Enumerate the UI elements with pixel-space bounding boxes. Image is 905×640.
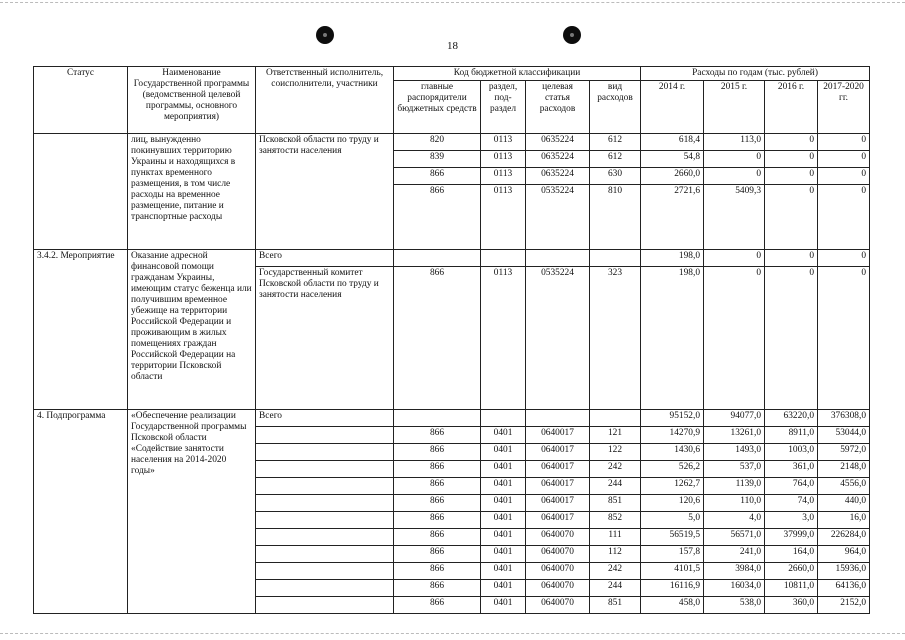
- cell-statya: 0640070: [526, 580, 590, 597]
- col-name: Наименование Государственной программы (ведомственной целевой программы, основного мероприятия): [128, 67, 256, 134]
- cell-2015: 1139,0: [704, 478, 765, 495]
- cell-2017-2020: 16,0: [818, 512, 870, 529]
- cell-2014: 16116,9: [641, 580, 704, 597]
- cell-2014: 54,8: [641, 151, 704, 168]
- cell-statya: 0640070: [526, 563, 590, 580]
- scan-edge-bottom: [0, 633, 905, 634]
- cell-vid: 121: [590, 427, 641, 444]
- cell-responsible: [256, 478, 394, 495]
- cell-2015: 5409,3: [704, 185, 765, 250]
- cell-vid: 810: [590, 185, 641, 250]
- cell-statya: 0635224: [526, 168, 590, 185]
- cell-razdel: 0401: [481, 461, 526, 478]
- cell-total-label: Всего: [256, 250, 394, 267]
- budget-table: [33, 66, 870, 614]
- col-expenses: Расходы по годам (тыс. рублей): [641, 67, 870, 81]
- cell-responsible: [256, 512, 394, 529]
- cell-2015: 4,0: [704, 512, 765, 529]
- cell-2016: 10811,0: [765, 580, 818, 597]
- cell-vid: 612: [590, 151, 641, 168]
- cell-2017-2020: 0: [818, 250, 870, 267]
- cell-statya: [526, 410, 590, 427]
- cell-statya: 0640017: [526, 512, 590, 529]
- col-statya: целевая статья расходов: [526, 81, 590, 134]
- cell-2017-2020: 0: [818, 151, 870, 168]
- cell-2016: 0: [765, 134, 818, 151]
- cell-2017-2020: 0: [818, 168, 870, 185]
- cell-2016: 0: [765, 250, 818, 267]
- cell-2017-2020: 440,0: [818, 495, 870, 512]
- cell-responsible: [256, 427, 394, 444]
- cell-statya: 0640070: [526, 529, 590, 546]
- cell-grbs: 866: [394, 512, 481, 529]
- cell-responsible: [256, 495, 394, 512]
- cell-2014: 120,6: [641, 495, 704, 512]
- cell-grbs: 866: [394, 529, 481, 546]
- col-2017-2020: 2017-2020 гг.: [818, 81, 870, 134]
- cell-2015: 13261,0: [704, 427, 765, 444]
- cell-2017-2020: 64136,0: [818, 580, 870, 597]
- cell-vid: 242: [590, 563, 641, 580]
- cell-razdel: 0401: [481, 597, 526, 614]
- cell-statya: 0640017: [526, 461, 590, 478]
- cell-2014: 95152,0: [641, 410, 704, 427]
- cell-statya: 0640017: [526, 478, 590, 495]
- cell-2014: 526,2: [641, 461, 704, 478]
- cell-responsible: [256, 563, 394, 580]
- cell-vid: 612: [590, 134, 641, 151]
- cell-razdel: 0113: [481, 267, 526, 410]
- cell-razdel: 0113: [481, 151, 526, 168]
- col-responsible: Ответственный исполнитель, соисполнители, участники: [256, 67, 394, 134]
- cell-grbs: 866: [394, 444, 481, 461]
- cell-2015: 16034,0: [704, 580, 765, 597]
- cell-2016: 8911,0: [765, 427, 818, 444]
- cell-razdel: 0113: [481, 168, 526, 185]
- cell-total-label: Всего: [256, 410, 394, 427]
- cell-2017-2020: 226284,0: [818, 529, 870, 546]
- cell-vid: 244: [590, 580, 641, 597]
- cell-grbs: 820: [394, 134, 481, 151]
- cell-vid: 630: [590, 168, 641, 185]
- table-row: [34, 410, 870, 427]
- cell-2016: 361,0: [765, 461, 818, 478]
- cell-responsible: [256, 597, 394, 614]
- cell-2014: 458,0: [641, 597, 704, 614]
- cell-2017-2020: 5972,0: [818, 444, 870, 461]
- cell-2014: 157,8: [641, 546, 704, 563]
- cell-razdel: [481, 410, 526, 427]
- cell-statya: 0640017: [526, 427, 590, 444]
- cell-statya: 0635224: [526, 151, 590, 168]
- cell-grbs: 866: [394, 478, 481, 495]
- cell-grbs: 866: [394, 495, 481, 512]
- cell-2014: 198,0: [641, 250, 704, 267]
- cell-2017-2020: 0: [818, 267, 870, 410]
- cell-grbs: 866: [394, 267, 481, 410]
- cell-status: [34, 134, 128, 250]
- cell-2015: 0: [704, 250, 765, 267]
- cell-2016: 764,0: [765, 478, 818, 495]
- cell-2017-2020: 0: [818, 185, 870, 250]
- cell-razdel: 0401: [481, 495, 526, 512]
- cell-vid: 242: [590, 461, 641, 478]
- cell-statya: 0635224: [526, 134, 590, 151]
- cell-2016: 37999,0: [765, 529, 818, 546]
- cell-grbs: [394, 250, 481, 267]
- cell-responsible: [256, 546, 394, 563]
- cell-responsible: [256, 461, 394, 478]
- cell-razdel: 0401: [481, 444, 526, 461]
- cell-statya: 0535224: [526, 267, 590, 410]
- cell-2014: 1430,6: [641, 444, 704, 461]
- cell-name: «Обеспечение реализации Государственной программы Псковской области «Содействие занятости населения на 2014-2020 годы»: [128, 410, 256, 614]
- cell-razdel: 0113: [481, 185, 526, 250]
- cell-razdel: 0401: [481, 563, 526, 580]
- cell-grbs: 866: [394, 461, 481, 478]
- cell-2015: 0: [704, 151, 765, 168]
- cell-razdel: 0113: [481, 134, 526, 151]
- cell-grbs: 866: [394, 427, 481, 444]
- scan-edge-top: [0, 2, 905, 3]
- cell-statya: 0640017: [526, 495, 590, 512]
- col-2016: 2016 г.: [765, 81, 818, 134]
- cell-responsible: [256, 580, 394, 597]
- cell-2014: 14270,9: [641, 427, 704, 444]
- cell-vid: 122: [590, 444, 641, 461]
- cell-razdel: 0401: [481, 427, 526, 444]
- cell-grbs: 866: [394, 168, 481, 185]
- cell-2015: 0: [704, 267, 765, 410]
- cell-status: 4. Подпрограмма: [34, 410, 128, 614]
- cell-2015: 0: [704, 168, 765, 185]
- cell-2014: 618,4: [641, 134, 704, 151]
- cell-vid: 852: [590, 512, 641, 529]
- cell-grbs: [394, 410, 481, 427]
- col-bcc: Код бюджетной классификации: [394, 67, 641, 81]
- cell-2016: 360,0: [765, 597, 818, 614]
- cell-statya: 0535224: [526, 185, 590, 250]
- cell-name: лиц, вынужденно покинувших территорию Украины и находящихся в пунктах временного размещения, в том числе расходы на временное размещение, питание и транспортные расходы: [128, 134, 256, 250]
- cell-responsible: Государственный комитет Псковской области по труду и занятости населения: [256, 267, 394, 410]
- cell-2015: 113,0: [704, 134, 765, 151]
- cell-2016: 74,0: [765, 495, 818, 512]
- cell-2016: 0: [765, 151, 818, 168]
- cell-2017-2020: 2148,0: [818, 461, 870, 478]
- cell-2015: 538,0: [704, 597, 765, 614]
- cell-vid: 851: [590, 597, 641, 614]
- cell-2015: 110,0: [704, 495, 765, 512]
- col-2014: 2014 г.: [641, 81, 704, 134]
- cell-razdel: 0401: [481, 478, 526, 495]
- cell-2017-2020: 2152,0: [818, 597, 870, 614]
- cell-2016: 164,0: [765, 546, 818, 563]
- cell-statya: 0640070: [526, 546, 590, 563]
- cell-2017-2020: 4556,0: [818, 478, 870, 495]
- cell-2014: 2660,0: [641, 168, 704, 185]
- cell-responsible: [256, 444, 394, 461]
- cell-razdel: [481, 250, 526, 267]
- cell-2015: 94077,0: [704, 410, 765, 427]
- col-2015: 2015 г.: [704, 81, 765, 134]
- cell-2017-2020: 15936,0: [818, 563, 870, 580]
- cell-statya: [526, 250, 590, 267]
- cell-razdel: 0401: [481, 580, 526, 597]
- cell-2014: 5,0: [641, 512, 704, 529]
- cell-2015: 1493,0: [704, 444, 765, 461]
- cell-responsible: Псковской области по труду и занятости населения: [256, 134, 394, 250]
- cell-2014: 1262,7: [641, 478, 704, 495]
- cell-grbs: 839: [394, 151, 481, 168]
- cell-2016: 0: [765, 185, 818, 250]
- cell-grbs: 866: [394, 546, 481, 563]
- col-grbs: главные распорядители бюджетных средств: [394, 81, 481, 134]
- col-vid: вид расходов: [590, 81, 641, 134]
- cell-statya: 0640070: [526, 597, 590, 614]
- cell-razdel: 0401: [481, 546, 526, 563]
- table-row: [34, 250, 870, 267]
- cell-2016: 3,0: [765, 512, 818, 529]
- cell-vid: 323: [590, 267, 641, 410]
- cell-status: 3.4.2. Мероприятие: [34, 250, 128, 410]
- cell-2016: 2660,0: [765, 563, 818, 580]
- cell-razdel: 0401: [481, 512, 526, 529]
- cell-2014: 4101,5: [641, 563, 704, 580]
- cell-2016: 0: [765, 267, 818, 410]
- cell-2015: 241,0: [704, 546, 765, 563]
- col-status: Статус: [34, 67, 128, 134]
- cell-2017-2020: 964,0: [818, 546, 870, 563]
- cell-responsible: [256, 529, 394, 546]
- cell-2014: 198,0: [641, 267, 704, 410]
- cell-2015: 56571,0: [704, 529, 765, 546]
- col-razdel: раздел, под-раздел: [481, 81, 526, 134]
- cell-vid: [590, 250, 641, 267]
- cell-2017-2020: 0: [818, 134, 870, 151]
- cell-statya: 0640017: [526, 444, 590, 461]
- cell-grbs: 866: [394, 563, 481, 580]
- cell-grbs: 866: [394, 597, 481, 614]
- cell-2014: 2721,6: [641, 185, 704, 250]
- header-row-main: [34, 67, 870, 81]
- cell-vid: 244: [590, 478, 641, 495]
- cell-2016: 63220,0: [765, 410, 818, 427]
- cell-vid: 851: [590, 495, 641, 512]
- page-number: 18: [447, 40, 458, 52]
- table-row: [34, 134, 870, 151]
- cell-2017-2020: 53044,0: [818, 427, 870, 444]
- cell-2015: 3984,0: [704, 563, 765, 580]
- cell-name: Оказание адресной финансовой помощи гражданам Украины, имеющим статус беженца или получившим временное убежище на территории Российской Федерации и проживающим в жилых помещениях граждан Российской Федерации на территории Псковской области: [128, 250, 256, 410]
- cell-2016: 1003,0: [765, 444, 818, 461]
- cell-2016: 0: [765, 168, 818, 185]
- cell-vid: 112: [590, 546, 641, 563]
- cell-grbs: 866: [394, 580, 481, 597]
- cell-grbs: 866: [394, 185, 481, 250]
- cell-razdel: 0401: [481, 529, 526, 546]
- cell-vid: [590, 410, 641, 427]
- cell-2015: 537,0: [704, 461, 765, 478]
- cell-vid: 111: [590, 529, 641, 546]
- cell-2014: 56519,5: [641, 529, 704, 546]
- cell-2017-2020: 376308,0: [818, 410, 870, 427]
